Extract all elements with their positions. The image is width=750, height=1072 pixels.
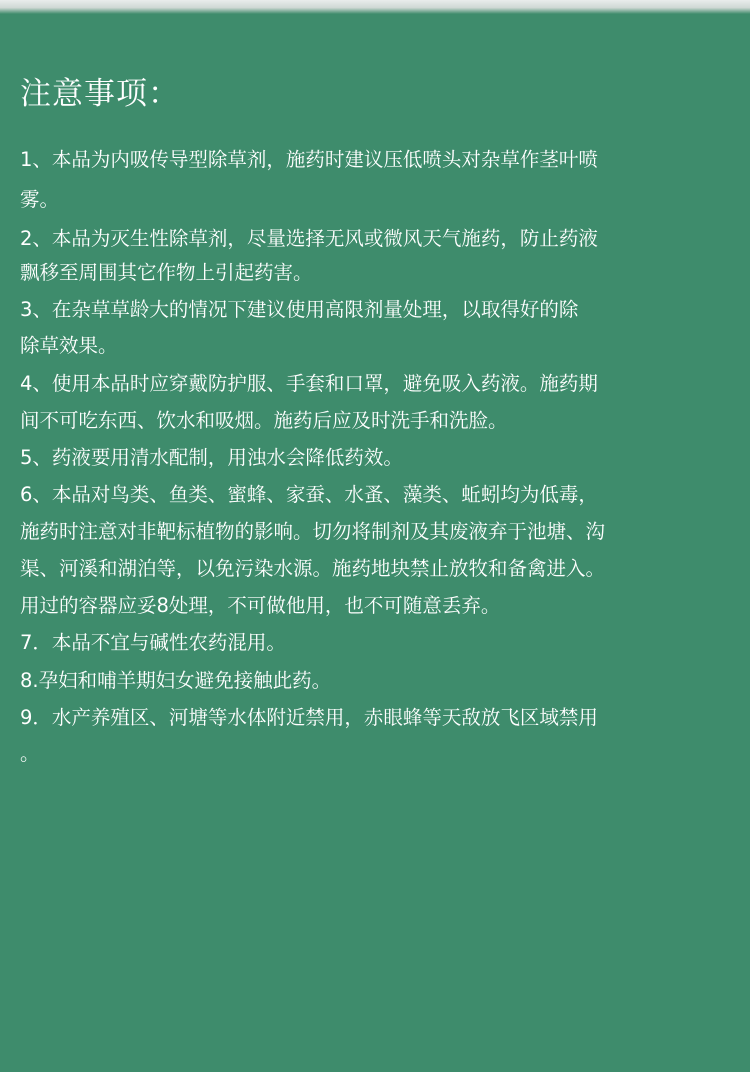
notice-line: 1、本品为内吸传导型除草剂，施药时建议压低喷头对杂草作茎叶喷 — [20, 148, 598, 171]
notice-line: 9．水产养殖区、河塘等水体附近禁用，赤眼蜂等天敌放飞区域禁用 — [20, 706, 598, 729]
notice-line: 飘移至周围其它作物上引起药害。 — [20, 261, 313, 284]
notice-line: 雾。 — [20, 188, 60, 211]
page-title: 注意事项： — [20, 76, 180, 112]
notice-line: 5、药液要用清水配制，用浊水会降低药效。 — [20, 446, 403, 469]
notice-line: 4、使用本品时应穿戴防护服、手套和口罩，避免吸入药液。施药期 — [20, 372, 598, 395]
notice-line: 7．本品不宜与碱性农药混用。 — [20, 631, 286, 654]
notice-line: 用过的容器应妥8处理，不可做他用，也不可随意丢弃。 — [20, 594, 501, 617]
notice-line: 6、本品对鸟类、鱼类、蜜蜂、家蚕、水蚤、藻类、蚯蚓均为低毒， — [20, 483, 598, 506]
notice-line: 8.孕妇和哺羊期妇女避免接触此药。 — [20, 669, 332, 692]
notice-line: 渠、河溪和湖泊等，以免污染水源。施药地块禁止放牧和备禽进入。 — [20, 557, 606, 580]
notice-line: 3、在杂草草龄大的情况下建议使用高限剂量处理，以取得好的除 — [20, 298, 579, 321]
notice-line: 施药时注意对非靶标植物的影响。切勿将制剂及其废液弃于池塘、沟 — [20, 520, 606, 543]
notice-line: 2、本品为灭生性除草剂，尽量选择无风或微风天气施药，防止药液 — [20, 227, 598, 250]
notice-line: 。 — [20, 742, 40, 765]
notice-line: 间不可吃东西、饮水和吸烟。施药后应及时洗手和洗脸。 — [20, 409, 508, 432]
top-edge-strip — [0, 0, 750, 14]
notice-line: 除草效果。 — [20, 334, 118, 357]
